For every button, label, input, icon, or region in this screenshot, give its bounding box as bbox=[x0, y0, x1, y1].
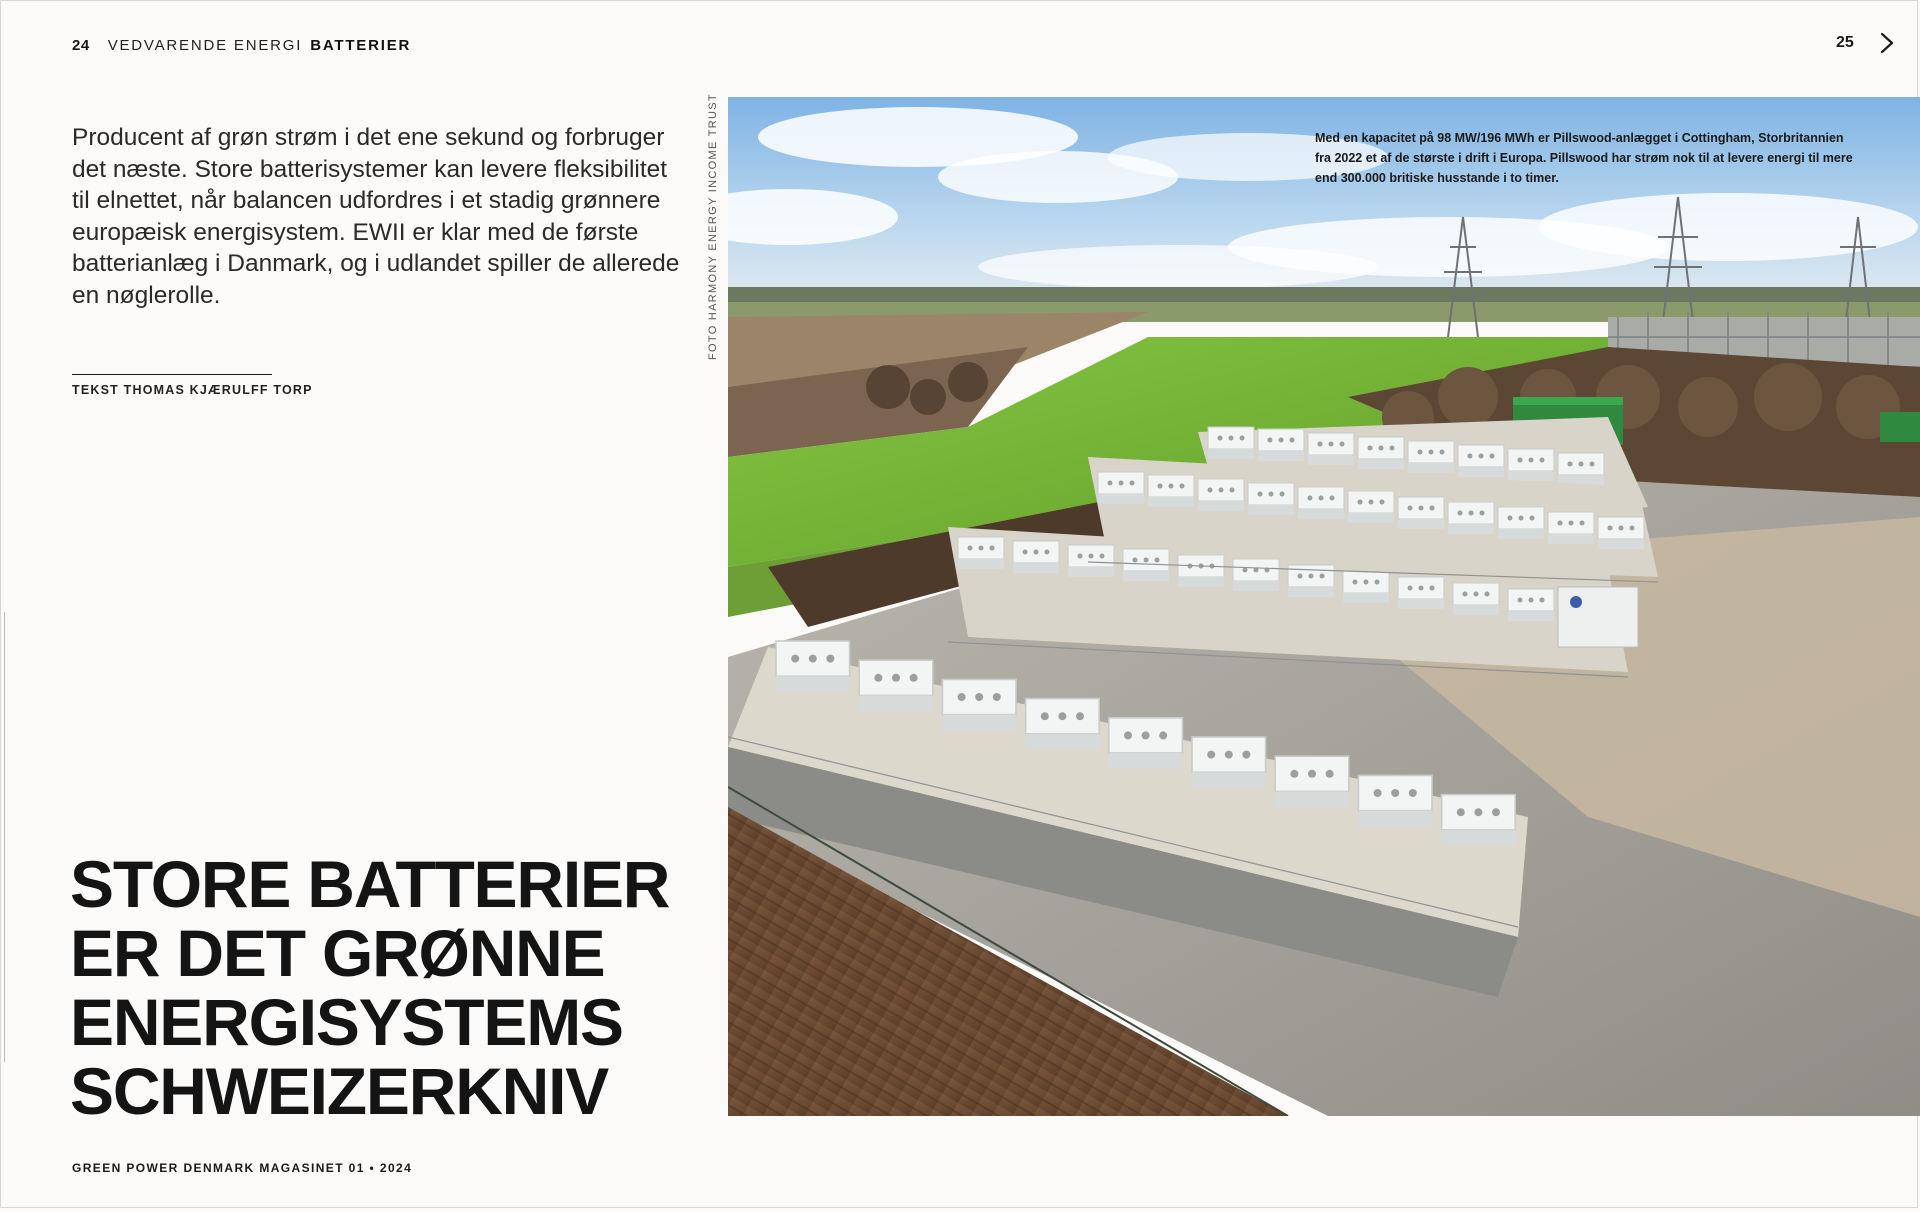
chevron-right-icon bbox=[1874, 28, 1900, 58]
headline-line-1: STORE BATTERIER bbox=[70, 847, 670, 921]
page-number-left: 24 bbox=[72, 36, 90, 54]
page-number-right: 25 bbox=[1836, 34, 1854, 51]
photo-caption: Med en kapacitet på 98 MW/196 MWh er Pillswood-anlægget i Cottingham, Storbritannien fra 2022 et af de største i drift i Europa. Pillswood har strøm nok til at levere energi til mere end 300.000 britiske husstande i to timer. bbox=[1315, 131, 1853, 185]
running-header bbox=[72, 34, 411, 56]
magazine-footer: GREEN POWER DENMARK MAGASINET 01 • 2024 bbox=[72, 1161, 413, 1175]
aerial-photo-battery-plant bbox=[728, 97, 1920, 1116]
article-headline bbox=[70, 847, 710, 1128]
next-page-button[interactable] bbox=[1874, 28, 1900, 58]
battery-plant-illustration bbox=[728, 97, 1920, 1116]
photo-credit: FOTO HARMONY ENERGY INCOME TRUST bbox=[707, 93, 719, 360]
headline-line-2: ER DET GRØNNE bbox=[70, 916, 605, 990]
byline-divider bbox=[72, 374, 272, 375]
headline-line-4: SCHWEIZERKNIV bbox=[70, 1054, 609, 1128]
article-intro: Producent af grøn strøm i det ene sekund og forbruger det næste. Store batterisystemer kan levere fleksibilitet til elnettet, når balancen udfordres i et stadig grønnere europæisk energisystem. EWII er klar med de første batterianlæg i Danmark, og i udlandet spiller de allerede en nøglerolle. bbox=[72, 124, 680, 309]
headline-line-3: ENERGISYSTEMS bbox=[70, 985, 623, 1059]
section-label-bold: BATTERIER bbox=[310, 36, 412, 54]
section-label: VEDVARENDE ENERGI bbox=[107, 36, 303, 54]
page-edge-line bbox=[4, 612, 5, 1062]
byline: TEKST THOMAS KJÆRULFF TORP bbox=[72, 383, 313, 397]
